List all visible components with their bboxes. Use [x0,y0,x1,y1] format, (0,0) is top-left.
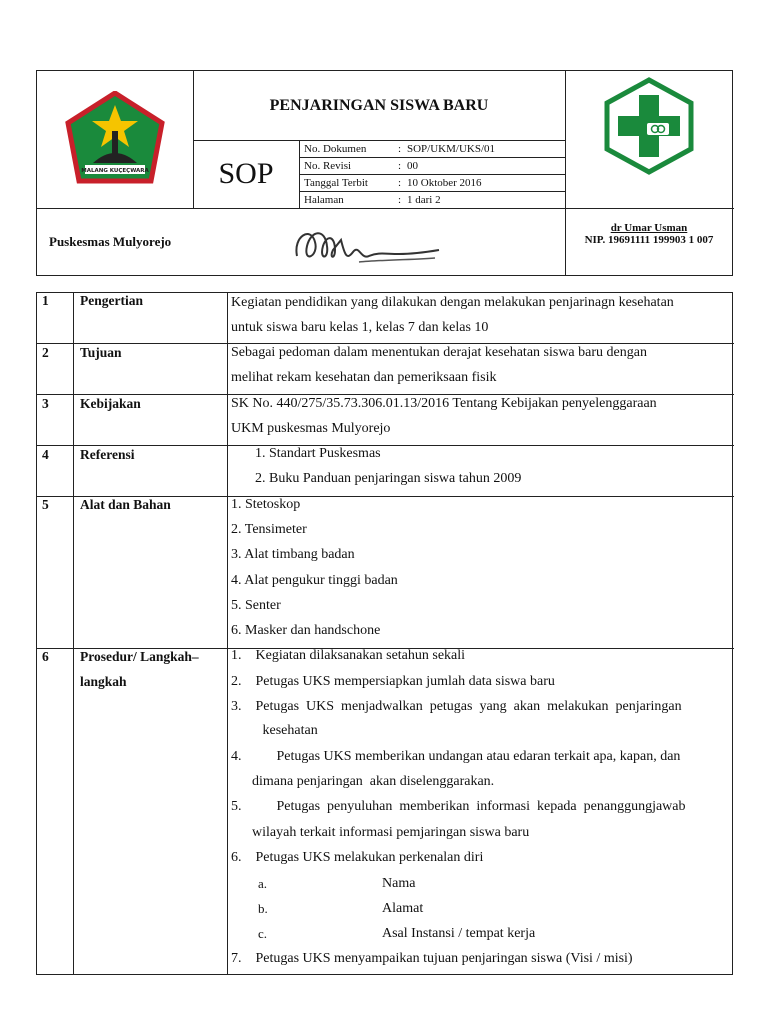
logo-lettering: MALANG KUÇEÇWARA [81,168,149,174]
list-item: 5. Senter [231,598,281,613]
procedure-step: 5. Petugas penyuluhan memberikan informasi kepada penanggungjawab [231,799,686,814]
meta-sep: : [398,160,402,172]
meta-key: Tanggal Terbit [304,177,368,189]
meta-sep: : [398,194,402,206]
meta-value: 1 dari 2 [407,194,441,206]
sub-item-letter: b. [258,901,268,916]
divider [37,208,734,209]
meta-sep: : [398,177,402,189]
row-label: langkah [80,674,127,689]
divider [299,157,565,158]
row-label: Tujuan [80,345,122,360]
list-item: 3. Alat timbang badan [231,547,355,562]
row-text: SK No. 440/275/35.73.306.01.13/2016 Tentang Kebijakan penyelenggaraan [231,396,657,411]
row-text: Kegiatan pendidikan yang dilakukan dengan melakukan penjarinagn kesehatan [231,295,674,310]
row-text: melihat rekam kesehatan dan pemeriksaan fisik [231,370,497,385]
procedure-step: dimana penjaringan akan diselenggarakan. [231,774,495,789]
row-number: 5 [42,497,49,512]
list-item: 6. Masker dan handschone [231,623,381,638]
sub-item-letter: a. [258,876,268,891]
row-number: 4 [42,447,49,462]
head-name: dr Umar Usman [610,222,688,234]
procedure-step: kesehatan [231,723,318,738]
list-item: 2. Tensimeter [231,522,307,537]
divider [299,174,565,175]
row-label: Referensi [80,447,135,462]
meta-key: No. Revisi [304,160,352,172]
row-label: Prosedur/ Langkah– [80,649,199,664]
divider [37,445,734,446]
row-number: 2 [42,345,49,360]
document-title: PENJARINGAN SISWA BARU [269,97,489,114]
procedure-step: 4. Petugas UKS memberikan undangan atau edaran terkait apa, kapan, dan [231,749,681,764]
divider [299,191,565,192]
head-nip: NIP. 19691111 199903 1 007 [584,234,714,246]
procedure-step: 2. Petugas UKS mempersiapkan jumlah data siswa baru [231,674,555,689]
meta-key: No. Dokumen [304,143,367,155]
row-label: Kebijakan [80,396,141,411]
procedure-step: 1. Kegiatan dilaksanakan setahun sekali [231,648,466,663]
list-item: 1. Standart Puskesmas [255,446,381,461]
row-number: 6 [42,649,49,664]
malang-logo-icon [65,91,165,187]
procedure-step: 6. Petugas UKS melakukan perkenalan diri [231,850,484,865]
procedure-step: 7. Petugas UKS menyampaikan tujuan penjaringan siswa (Visi / misi) [231,951,633,966]
procedure-step: 3. Petugas UKS menjadwalkan petugas yang akan melakukan penjaringan [231,699,682,714]
puskesmas-name: Puskesmas Mulyorejo [49,234,172,249]
row-text: Sebagai pedoman dalam menentukan derajat kesehatan siswa baru dengan [231,345,647,360]
divider [193,140,565,141]
row-label: Alat dan Bahan [80,497,171,512]
divider [73,293,74,975]
list-item: 2. Buku Panduan penjaringan siswa tahun 2009 [255,471,522,486]
sop-label: SOP [218,157,274,190]
puskesmas-logo-icon [603,77,695,175]
row-text: untuk siswa baru kelas 1, kelas 7 dan kelas 10 [231,320,489,335]
row-number: 3 [42,396,49,411]
meta-value: SOP/UKM/UKS/01 [407,143,496,155]
row-label: Pengertian [80,293,143,308]
row-number: 1 [42,293,49,308]
sub-item-text: Nama [382,876,416,891]
meta-value: 10 Oktober 2016 [407,177,482,189]
meta-value: 00 [407,160,418,172]
meta-key: Halaman [304,194,344,206]
signature-icon [289,216,449,274]
document-header [36,70,733,276]
sub-item-letter: c. [258,926,268,941]
divider [227,293,228,975]
procedure-step: wilayah terkait informasi pemjaringan siswa baru [231,825,530,840]
list-item: 4. Alat pengukur tinggi badan [231,573,398,588]
sub-item-text: Alamat [382,901,424,916]
meta-sep: : [398,143,402,155]
list-item: 1. Stetoskop [231,497,301,512]
sub-item-text: Asal Instansi / tempat kerja [382,926,536,941]
row-text: UKM puskesmas Mulyorejo [231,421,391,436]
